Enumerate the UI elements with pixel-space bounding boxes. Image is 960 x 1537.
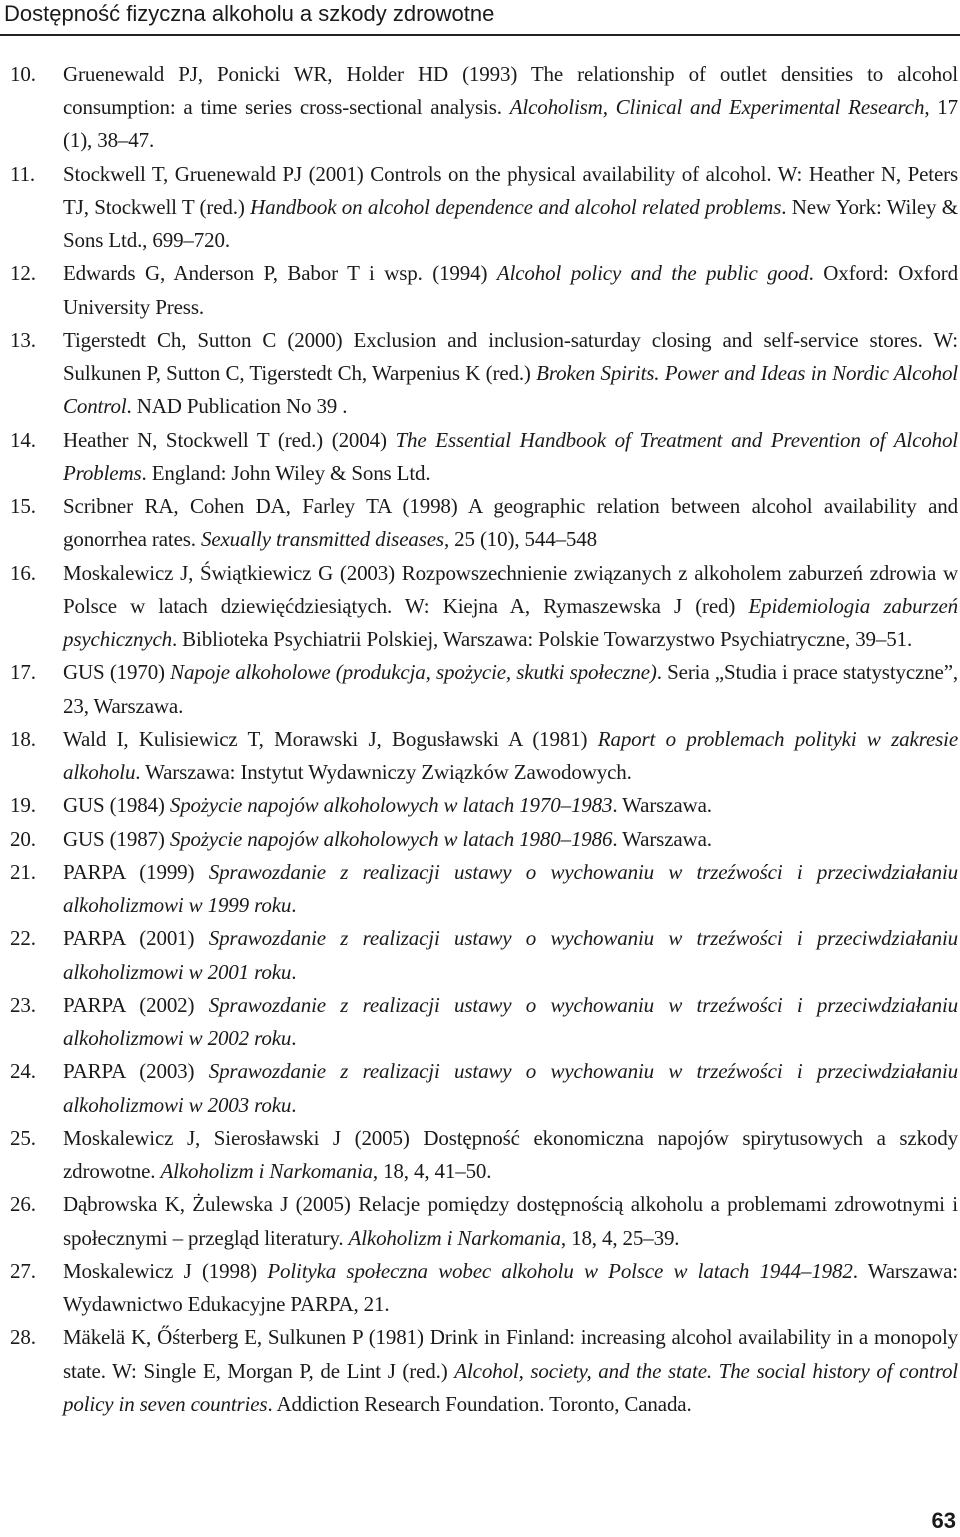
reference-title: Broken Spirits. Power and Ideas in Nordic Alcohol Control [63, 361, 958, 419]
reference-item [0, 58, 960, 158]
running-title: Dostępność fizyczna alkoholu a szkody zdrowotne [4, 1, 495, 26]
reference-number: 20. [10, 826, 36, 851]
reference-text: Tigerstedt Ch, Sutton C (2000) Exclusion and inclusion-saturday closing and self-service stores. W: Sulkunen P, Sutton C, Tigerstedt Ch, Warpenius K (red.) [63, 327, 958, 386]
reference-number: 13. [10, 327, 36, 352]
reference-text: PARPA (1999) [63, 859, 209, 884]
reference-item [0, 1055, 960, 1121]
reference-text: Stockwell T, Gruenewald PJ (2001) Controls on the physical availability of alcohol. W: Heather N, Peters TJ, Stockwell T (red.) [63, 161, 958, 219]
reference-item [0, 1122, 960, 1188]
reference-item [0, 1255, 960, 1321]
reference-title: Napoje alkoholowe (produkcja, spożycie, skutki społeczne) [170, 660, 657, 685]
reference-text: . England: John Wiley & Sons Ltd. [141, 460, 431, 485]
reference-title: Sprawozdanie z realizacji ustawy o wychowaniu w trzeźwości i przeciwdziałaniu alkoholizmowi w 2003 roku [63, 1059, 959, 1117]
reference-text: , 18, 4, 25–39. [560, 1225, 680, 1250]
reference-text: Scribner RA, Cohen DA, Farley TA (1998) A geographic relation between alcohol availability and gonorrhea rates. [63, 494, 958, 552]
reference-number: 10. [10, 62, 36, 86]
reference-title: Alcoholism, Clinical and Experimental Research [509, 95, 925, 120]
reference-text: Gruenewald PJ, Ponicki WR, Holder HD (1993) The relationship of outlet densities to alcohol consumption: a time series cross-sectional analysis. [63, 62, 958, 120]
reference-number: 23. [10, 992, 36, 1017]
reference-text: GUS (1970) [63, 660, 171, 685]
reference-title: Spożycie napojów alkoholowych w latach 1980–1986 [169, 826, 613, 851]
reference-number: 16. [10, 560, 36, 585]
reference-title: Sexually transmitted diseases [200, 527, 444, 552]
reference-text: . Warszawa: Wydawnictwo Edukacyjne PARPA, 21. [63, 1258, 958, 1317]
reference-number: 11. [10, 161, 36, 186]
reference-text: Moskalewicz J, Świątkiewicz G (2003) Rozpowszechnienie związanych z alkoholem zaburzeń zdrowia w Polsce w latach dziewięćdziesiątych. W: Kiejna A, Rymaszewska J (red) [63, 560, 958, 618]
reference-text: GUS (1984) [63, 793, 170, 818]
reference-number: 22. [10, 926, 36, 951]
reference-text: , 17 (1), 38–47. [63, 95, 958, 153]
reference-text: . NAD Publication No 39 . [126, 394, 348, 419]
reference-item [0, 656, 960, 722]
reference-text: . [291, 1026, 297, 1051]
reference-text: PARPA (2002) [63, 992, 209, 1017]
reference-text: Dąbrowska K, Żulewska J (2005) Relacje pomiędzy dostępnością alkoholu a problemami zdrowotnymi i społecznymi – przegląd literatury. [63, 1192, 958, 1250]
reference-item [0, 557, 960, 657]
reference-list [0, 58, 960, 1421]
reference-number: 28. [10, 1325, 36, 1350]
reference-item [0, 424, 960, 490]
reference-number: 14. [10, 427, 36, 452]
reference-number: 19. [10, 793, 36, 818]
reference-number: 15. [10, 494, 36, 519]
reference-number: 18. [10, 726, 36, 751]
reference-item [0, 1188, 960, 1254]
reference-number: 24. [10, 1059, 36, 1084]
reference-item [0, 789, 960, 822]
reference-item [0, 922, 960, 988]
reference-text: . Warszawa. [612, 793, 712, 818]
reference-item [0, 490, 960, 556]
reference-number: 25. [10, 1125, 36, 1150]
reference-text: Edwards G, Anderson P, Babor T i wsp. (1994) [63, 261, 497, 286]
reference-title: Alcohol, society, and the state. The social history of control policy in seven countries [63, 1358, 958, 1416]
reference-text: . Seria „Studia i prace statystyczne”, 23, Warszawa. [63, 660, 958, 718]
reference-title: Sprawozdanie z realizacji ustawy o wychowaniu w trzeźwości i przeciwdziałaniu alkoholizmowi w 2001 roku [63, 926, 959, 984]
reference-text: . Biblioteka Psychiatrii Polskiej, Warszawa: Polskie Towarzystwo Psychiatryczne, 39–51. [171, 627, 913, 652]
reference-number: 17. [10, 660, 36, 685]
reference-number: 12. [10, 261, 36, 286]
reference-title: Sprawozdanie z realizacji ustawy o wychowaniu w trzeźwości i przeciwdziałaniu alkoholizmowi w 2002 roku [63, 992, 959, 1051]
reference-title: Epidemiologia zaburzeń psychicznych [63, 593, 958, 652]
reference-item [0, 989, 960, 1055]
reference-title: Alkoholizm i Narkomania [160, 1159, 373, 1184]
reference-item [0, 158, 960, 258]
reference-text: Heather N, Stockwell T (red.) (2004) [63, 427, 396, 452]
reference-number: 27. [10, 1258, 36, 1283]
reference-title: Alkoholizm i Narkomania [348, 1225, 561, 1250]
reference-text: . Warszawa. [612, 826, 712, 851]
reference-number: 21. [10, 859, 36, 884]
reference-text: . New York: Wiley & Sons Ltd., 699–720. [63, 194, 958, 253]
reference-text: , 18, 4, 41–50. [372, 1159, 492, 1184]
running-header [0, 0, 960, 36]
reference-text: Wald I, Kulisiewicz T, Morawski J, Bogusławski A (1981) [63, 726, 598, 751]
reference-title: Spożycie napojów alkoholowych w latach 1970–1983 [169, 793, 613, 818]
reference-item [0, 856, 960, 922]
reference-text: . Oxford: Oxford University Press. [63, 261, 958, 319]
reference-text: . [291, 893, 297, 918]
reference-text: Moskalewicz J (1998) [63, 1258, 268, 1283]
reference-title: Polityka społeczna wobec alkoholu w Polsce w latach 1944–1982 [267, 1258, 853, 1283]
reference-item [0, 823, 960, 856]
reference-text: . Warszawa: Instytut Wydawniczy Związków Zawodowych. [135, 760, 632, 785]
reference-item [0, 324, 960, 424]
reference-text: PARPA (2003) [63, 1059, 209, 1084]
reference-text: . [291, 1092, 297, 1117]
reference-text: Moskalewicz J, Sierosławski J (2005) Dostępność ekonomiczna napojów spirytusowych a szkody zdrowotne. [63, 1125, 958, 1184]
reference-text: PARPA (2001) [63, 926, 209, 951]
reference-item [0, 1321, 960, 1421]
reference-item [0, 257, 960, 323]
reference-number: 26. [10, 1192, 36, 1217]
reference-text: , 25 (10), 544–548 [443, 527, 597, 552]
reference-title: Raport o problemach polityki w zakresie alkoholu [63, 726, 958, 785]
reference-title: Alcohol policy and the public good [496, 261, 809, 286]
reference-text: Mäkelä K, Őśterberg E, Sulkunen P (1981) Drink in Finland: increasing alcohol availability in a monopoly state. W: Single E, Morgan P, de Lint J (red.) [63, 1325, 958, 1383]
reference-text: . Addiction Research Foundation. Toronto, Canada. [267, 1391, 692, 1416]
reference-title: Sprawozdanie z realizacji ustawy o wychowaniu w trzeźwości i przeciwdziałaniu alkoholizmowi w 1999 roku [63, 859, 959, 918]
reference-item [0, 723, 960, 789]
reference-text: GUS (1987) [63, 826, 170, 851]
reference-text: . [291, 959, 297, 984]
reference-title: The Essential Handbook of Treatment and Prevention of Alcohol Problems [63, 427, 958, 485]
reference-title: Handbook on alcohol dependence and alcohol related problems [250, 194, 782, 219]
page-number: 63 [931, 1508, 956, 1533]
